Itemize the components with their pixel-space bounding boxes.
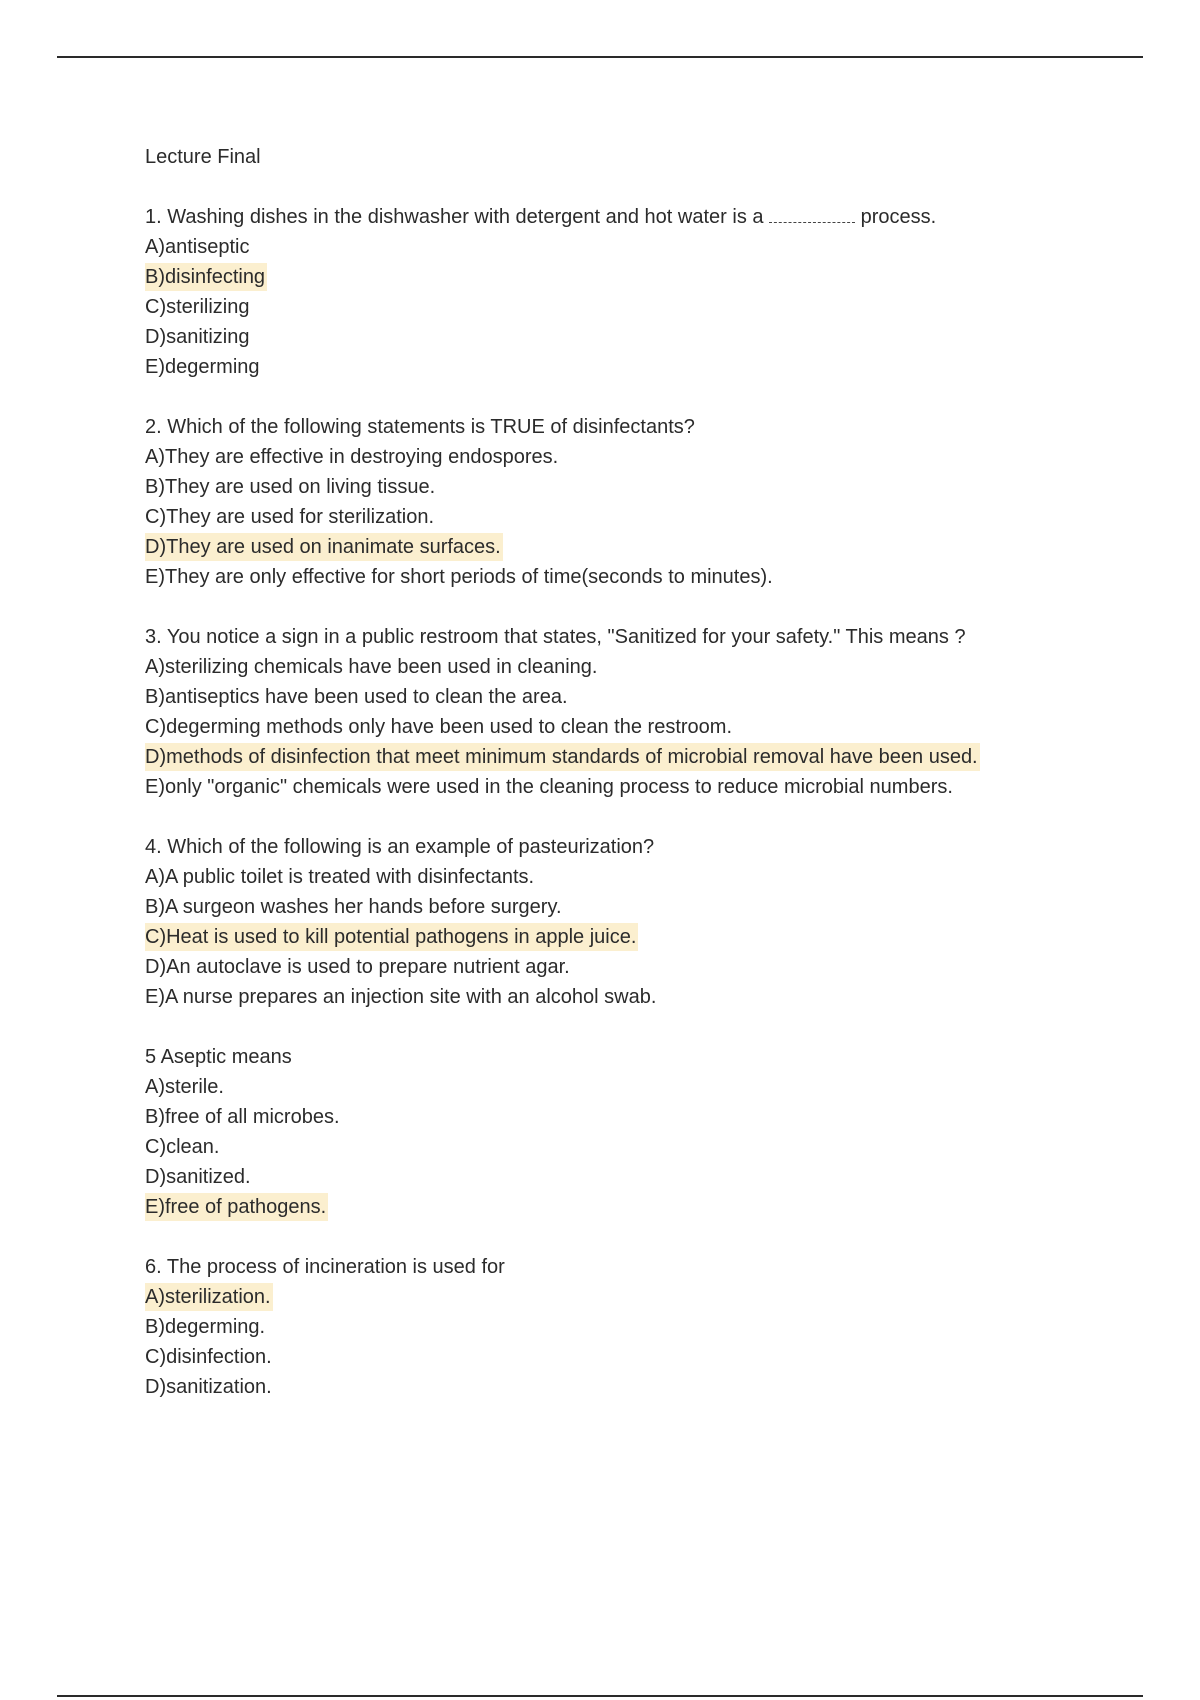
answer-option-text: E)only "organic" chemicals were used in the cleaning process to reduce microbial numbers. (145, 776, 953, 798)
answer-option-text: B)They are used on living tissue. (145, 476, 436, 498)
answer-option-text: E)They are only effective for short periods of time(seconds to minutes). (145, 566, 773, 588)
answer-option (145, 652, 1105, 682)
answer-option (145, 472, 1105, 502)
answer-option-text: D)sanitization. (145, 1376, 272, 1398)
answer-option (145, 1372, 1105, 1402)
question-6 (145, 1252, 1105, 1402)
answer-option (145, 232, 1105, 262)
answer-option-text: A)They are effective in destroying endospores. (145, 446, 559, 468)
question-stem-after: process. (860, 206, 937, 228)
answer-option (145, 322, 1105, 352)
answer-option-text: D)methods of disinfection that meet minimum standards of microbial removal have been used. (145, 743, 980, 771)
answer-option (145, 502, 1105, 532)
answer-option-text: E)free of pathogens. (145, 1193, 328, 1221)
answer-option (145, 562, 1105, 592)
answer-option-text: C)degerming methods only have been used to clean the restroom. (145, 716, 733, 738)
question-3 (145, 622, 1105, 802)
answer-option (145, 682, 1105, 712)
answer-option-text: A)sterilization. (145, 1283, 273, 1311)
answer-option (145, 712, 1105, 742)
question-2 (145, 412, 1105, 592)
answer-option-highlighted (145, 1192, 1105, 1222)
answer-option-text: E)A nurse prepares an injection site with an alcohol swab. (145, 986, 657, 1008)
question-stem: 3. You notice a sign in a public restroom that states, "Sanitized for your safety." This means ? (145, 626, 966, 648)
top-rule (57, 56, 1143, 58)
answer-option-text: A)antiseptic (145, 236, 250, 258)
question-stem (145, 202, 1105, 232)
answer-option-text: D)sanitizing (145, 326, 250, 348)
question-stem: 6. The process of incineration is used for (145, 1256, 505, 1278)
answer-option (145, 1342, 1105, 1372)
answer-option-text: B)degerming. (145, 1316, 266, 1338)
answer-option-text: C)sterilizing (145, 296, 250, 318)
answer-option-text: D)They are used on inanimate surfaces. (145, 533, 503, 561)
answer-option-text: C)They are used for sterilization. (145, 506, 435, 528)
document-body (145, 142, 1105, 1432)
question-5 (145, 1042, 1105, 1222)
answer-option (145, 982, 1105, 1012)
question-1 (145, 202, 1105, 382)
question-stem-before: 1. Washing dishes in the dishwasher with detergent and hot water is a (145, 206, 764, 228)
answer-option-text: E)degerming (145, 356, 260, 378)
answer-option-highlighted (145, 1282, 1105, 1312)
answer-option-highlighted (145, 262, 1105, 292)
document-title: Lecture Final (145, 146, 261, 168)
answer-option-text: B)free of all microbes. (145, 1106, 340, 1128)
answer-option (145, 1102, 1105, 1132)
question-stem: 4. Which of the following is an example of pasteurization? (145, 836, 655, 858)
answer-option-text: D)An autoclave is used to prepare nutrient agar. (145, 956, 570, 978)
answer-option-highlighted (145, 742, 1105, 772)
bottom-rule (57, 1695, 1143, 1697)
answer-option-text: D)sanitized. (145, 1166, 251, 1188)
answer-option-text: C)disinfection. (145, 1346, 272, 1368)
answer-option-text: A)sterile. (145, 1076, 224, 1098)
answer-option (145, 772, 1105, 802)
answer-option (145, 1072, 1105, 1102)
answer-option (145, 862, 1105, 892)
answer-option (145, 1162, 1105, 1192)
answer-option-text: C)clean. (145, 1136, 220, 1158)
answer-option-text: A)A public toilet is treated with disinfectants. (145, 866, 535, 888)
answer-option (145, 442, 1105, 472)
answer-option-text: B)disinfecting (145, 263, 267, 291)
question-4 (145, 832, 1105, 1012)
answer-option-text: B)A surgeon washes her hands before surgery. (145, 896, 562, 918)
answer-option (145, 1132, 1105, 1162)
question-stem: 5 Aseptic means (145, 1046, 292, 1068)
answer-option-highlighted (145, 922, 1105, 952)
answer-blank (769, 208, 855, 223)
answer-option-text: C)Heat is used to kill potential pathogens in apple juice. (145, 923, 638, 951)
answer-option (145, 292, 1105, 322)
answer-option (145, 352, 1105, 382)
answer-option-text: A)sterilizing chemicals have been used in cleaning. (145, 656, 598, 678)
answer-option-highlighted (145, 532, 1105, 562)
answer-option-text: B)antiseptics have been used to clean the area. (145, 686, 568, 708)
question-stem: 2. Which of the following statements is TRUE of disinfectants? (145, 416, 695, 438)
answer-option (145, 892, 1105, 922)
answer-option (145, 1312, 1105, 1342)
answer-option (145, 952, 1105, 982)
